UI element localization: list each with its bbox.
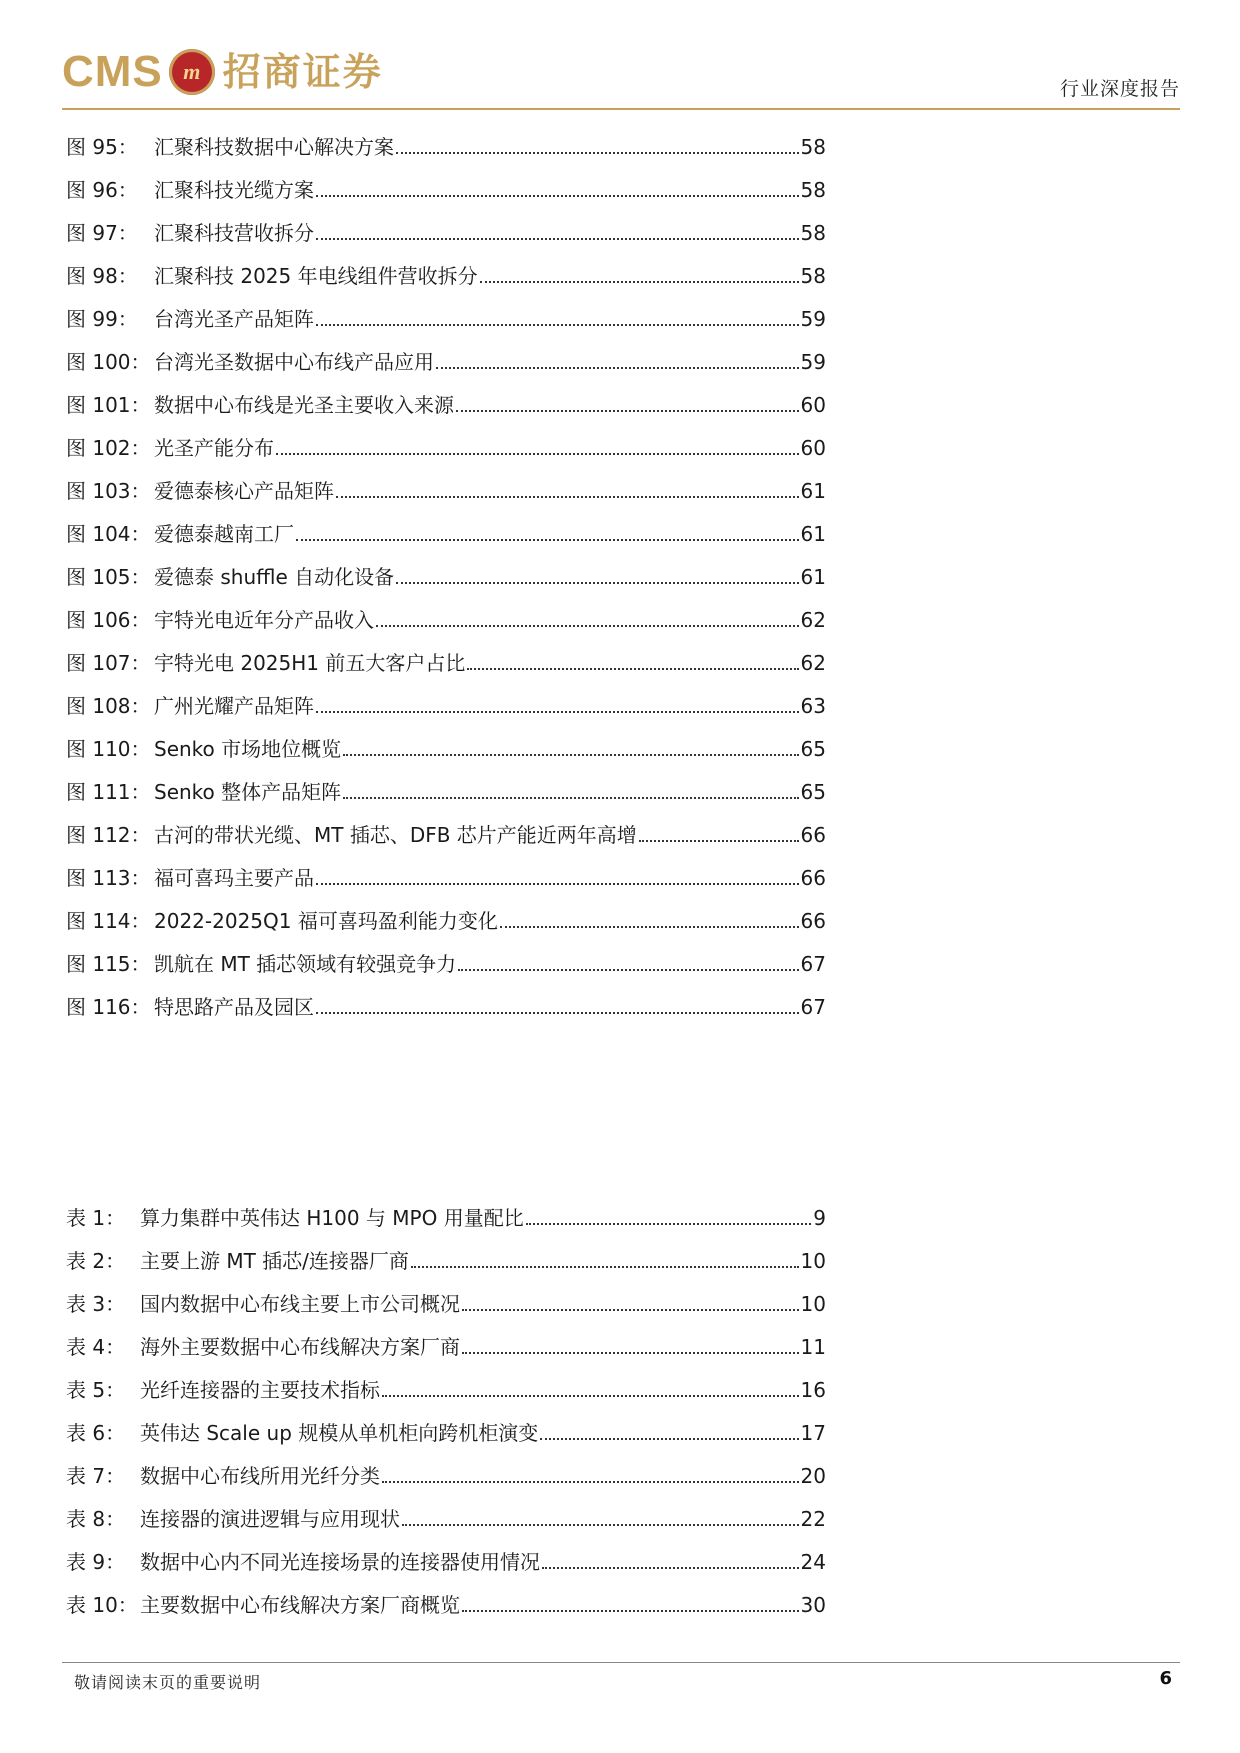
- toc-entry-label: 图 96：: [66, 178, 138, 202]
- toc-dot-leader: [296, 539, 799, 541]
- toc-entry-title: 光圣产能分布: [154, 436, 274, 460]
- toc-dot-leader: [411, 1266, 799, 1268]
- toc-entry-page: 10: [800, 1292, 826, 1316]
- toc-entry-page: 24: [800, 1550, 826, 1574]
- toc-dot-leader: [396, 152, 799, 154]
- toc-entry-label: 表 3：: [66, 1292, 126, 1316]
- toc-entry-label: 图 95：: [66, 135, 138, 159]
- toc-entry[interactable]: [66, 216, 826, 248]
- toc-entry-title: 主要数据中心布线解决方案厂商概览: [140, 1593, 460, 1617]
- toc-entry[interactable]: [66, 302, 826, 334]
- toc-entry-page: 58: [800, 135, 826, 159]
- toc-dot-leader: [500, 926, 799, 928]
- toc-entry[interactable]: [66, 345, 826, 377]
- toc-dot-leader: [396, 582, 798, 584]
- toc-entry-page: 66: [800, 909, 826, 933]
- toc-entry-title: 国内数据中心布线主要上市公司概况: [140, 1292, 460, 1316]
- company-logo: [62, 44, 383, 100]
- toc-entry[interactable]: [66, 732, 826, 764]
- toc-entry-page: 60: [800, 393, 826, 417]
- toc-entry-title: 英伟达 Scale up 规模从单机柜向跨机柜演变: [140, 1421, 539, 1445]
- toc-entry[interactable]: [66, 1588, 826, 1620]
- toc-entry-page: 62: [800, 608, 826, 632]
- toc-entry-page: 17: [800, 1421, 826, 1445]
- toc-entry[interactable]: [66, 947, 826, 979]
- toc-entry-title: 汇聚科技数据中心解决方案: [154, 135, 394, 159]
- logo-emblem-glyph: m: [183, 59, 201, 84]
- toc-entry-page: 60: [800, 436, 826, 460]
- toc-entry-title: 台湾光圣数据中心布线产品应用: [154, 350, 434, 374]
- toc-entry-label: 图 102：: [66, 436, 151, 460]
- toc-entry-title: 台湾光圣产品矩阵: [154, 307, 314, 331]
- toc-entry[interactable]: [66, 431, 826, 463]
- toc-entry-label: 图 106：: [66, 608, 151, 632]
- toc-entry-page: 30: [800, 1593, 826, 1617]
- toc-dot-leader: [382, 1395, 799, 1397]
- toc-entry-label: 图 98：: [66, 264, 138, 288]
- toc-entry-label: 图 100：: [66, 350, 151, 374]
- toc-entry-label: 图 112：: [66, 823, 151, 847]
- toc-dot-leader: [462, 1352, 799, 1354]
- toc-entry-page: 67: [800, 952, 826, 976]
- toc-dot-leader: [480, 281, 799, 283]
- toc-entry-title: Senko 整体产品矩阵: [154, 780, 342, 804]
- toc-entry-page: 61: [800, 479, 826, 503]
- toc-entry[interactable]: [66, 259, 826, 291]
- toc-entry-page: 58: [800, 264, 826, 288]
- toc-entry[interactable]: [66, 560, 826, 592]
- toc-entry-title: 连接器的演进逻辑与应用现状: [140, 1507, 400, 1531]
- toc-entry-page: 9: [813, 1206, 826, 1230]
- toc-entry-page: 59: [800, 307, 826, 331]
- toc-entry-page: 10: [800, 1249, 826, 1273]
- toc-dot-leader: [462, 1610, 799, 1612]
- toc-entry-page: 11: [800, 1335, 826, 1359]
- toc-entry[interactable]: [66, 689, 826, 721]
- toc-entry-label: 图 105：: [66, 565, 151, 589]
- toc-dot-leader: [276, 453, 799, 455]
- toc-entry-title: 数据中心布线所用光纤分类: [140, 1464, 380, 1488]
- toc-entry[interactable]: [66, 388, 826, 420]
- toc-entry-page: 58: [800, 178, 826, 202]
- toc-entry[interactable]: [66, 775, 826, 807]
- toc-entry-page: 65: [800, 737, 826, 761]
- toc-entry-page: 22: [800, 1507, 826, 1531]
- toc-entry-page: 65: [800, 780, 826, 804]
- toc-entry-label: 表 6：: [66, 1421, 126, 1445]
- toc-entry-label: 图 114：: [66, 909, 151, 933]
- toc-entry-title: 特思路产品及园区: [154, 995, 314, 1019]
- toc-entry-label: 表 8：: [66, 1507, 126, 1531]
- toc-entry[interactable]: [66, 1244, 826, 1276]
- toc-entry-label: 表 4：: [66, 1335, 126, 1359]
- toc-dot-leader: [462, 1309, 799, 1311]
- toc-dot-leader: [402, 1524, 799, 1526]
- toc-entry-page: 61: [800, 565, 826, 589]
- toc-entry[interactable]: [66, 1502, 826, 1534]
- toc-entry[interactable]: [66, 173, 826, 205]
- toc-entry[interactable]: [66, 904, 826, 936]
- toc-entry-label: 图 108：: [66, 694, 151, 718]
- toc-dot-leader: [316, 238, 799, 240]
- toc-entry-title: 汇聚科技 2025 年电线组件营收拆分: [154, 264, 478, 288]
- toc-entry-label: 表 1：: [66, 1206, 126, 1230]
- logo-chinese-name: 招商证券: [222, 50, 383, 94]
- toc-entry-title: 汇聚科技营收拆分: [154, 221, 314, 245]
- toc-entry-label: 图 99：: [66, 307, 138, 331]
- toc-entry[interactable]: [66, 603, 826, 635]
- logo-cms-text: CMS: [62, 47, 163, 96]
- toc-entry-title: 数据中心布线是光圣主要收入来源: [154, 393, 454, 417]
- toc-dot-leader: [343, 754, 798, 756]
- toc-entry-page: 61: [800, 522, 826, 546]
- page-number: 6: [1159, 1668, 1172, 1689]
- toc-dot-leader: [639, 840, 799, 842]
- toc-entry-title: 爱德泰越南工厂: [154, 522, 294, 546]
- toc-entry[interactable]: [66, 517, 826, 549]
- toc-dot-leader: [467, 668, 798, 670]
- toc-dot-leader: [436, 367, 799, 369]
- toc-entry[interactable]: [66, 818, 826, 850]
- toc-dot-leader: [316, 324, 799, 326]
- toc-dot-leader: [456, 410, 799, 412]
- footer-divider: [62, 1662, 1180, 1663]
- toc-entry-label: 表 7：: [66, 1464, 126, 1488]
- toc-entry-label: 图 103：: [66, 479, 151, 503]
- toc-entry-page: 59: [800, 350, 826, 374]
- toc-entry[interactable]: [66, 130, 826, 162]
- toc-entry[interactable]: [66, 1330, 826, 1362]
- toc-entry[interactable]: [66, 1287, 826, 1319]
- toc-dot-leader: [542, 1567, 799, 1569]
- toc-entry-label: 图 104：: [66, 522, 151, 546]
- toc-dot-leader: [382, 1481, 799, 1483]
- toc-entry-title: 数据中心内不同光连接场景的连接器使用情况: [140, 1550, 540, 1574]
- toc-entry-title: 光纤连接器的主要技术指标: [140, 1378, 380, 1402]
- toc-entry-page: 16: [800, 1378, 826, 1402]
- footer-disclaimer: 敬请阅读末页的重要说明: [74, 1673, 262, 1692]
- toc-entry-title: 广州光耀产品矩阵: [154, 694, 314, 718]
- toc-entry-title: Senko 市场地位概览: [154, 737, 342, 761]
- toc-entry-page: 58: [800, 221, 826, 245]
- toc-entry-title: 汇聚科技光缆方案: [154, 178, 314, 202]
- toc-entry[interactable]: [66, 861, 826, 893]
- toc-entry-label: 表 5：: [66, 1378, 126, 1402]
- toc-entry-title: 主要上游 MT 插芯/连接器厂商: [140, 1249, 409, 1273]
- toc-entry[interactable]: [66, 1416, 826, 1448]
- toc-entry-label: 表 10：: [66, 1593, 138, 1617]
- toc-entry-label: 图 116：: [66, 995, 151, 1019]
- toc-entry-label: 图 113：: [66, 866, 151, 890]
- toc-entry[interactable]: [66, 1373, 826, 1405]
- toc-entry-page: 20: [800, 1464, 826, 1488]
- page-header: [62, 44, 1180, 112]
- toc-entry-title: 算力集群中英伟达 H100 与 MPO 用量配比: [140, 1206, 524, 1230]
- toc-entry-label: 图 101：: [66, 393, 151, 417]
- toc-entry-label: 图 115：: [66, 952, 151, 976]
- toc-dot-leader: [316, 1012, 799, 1014]
- toc-entry-page: 63: [800, 694, 826, 718]
- toc-entry[interactable]: [66, 1459, 826, 1491]
- toc-entry-title: 宇特光电近年分产品收入: [154, 608, 374, 632]
- toc-entry-label: 图 107：: [66, 651, 151, 675]
- toc-entry[interactable]: [66, 646, 826, 678]
- header-divider: [62, 108, 1180, 110]
- toc-dot-leader: [316, 883, 799, 885]
- report-type: 行业深度报告: [1059, 78, 1180, 100]
- toc-entry[interactable]: [66, 1545, 826, 1577]
- toc-entry[interactable]: [66, 990, 826, 1022]
- toc-dot-leader: [540, 1438, 798, 1440]
- toc-dot-leader: [526, 1223, 812, 1225]
- toc-entry-page: 62: [800, 651, 826, 675]
- toc-entry-page: 67: [800, 995, 826, 1019]
- toc-entry-label: 表 2：: [66, 1249, 126, 1273]
- toc-entry-title: 海外主要数据中心布线解决方案厂商: [140, 1335, 460, 1359]
- toc-dot-leader: [336, 496, 799, 498]
- toc-entry-label: 图 111：: [66, 780, 151, 804]
- toc-dot-leader: [343, 797, 798, 799]
- toc-entry-label: 图 110：: [66, 737, 151, 761]
- toc-entry-title: 凯航在 MT 插芯领域有较强竞争力: [154, 952, 457, 976]
- toc-entry[interactable]: [66, 474, 826, 506]
- toc-entry-title: 宇特光电 2025H1 前五大客户占比: [154, 651, 466, 675]
- toc-entry-title: 爱德泰 shuffle 自动化设备: [154, 565, 395, 589]
- toc-entry-title: 2022-2025Q1 福可喜玛盈利能力变化: [154, 909, 498, 933]
- toc-entry-page: 66: [800, 866, 826, 890]
- toc-entry[interactable]: [66, 1201, 826, 1233]
- toc-entry-page: 66: [800, 823, 826, 847]
- toc-dot-leader: [376, 625, 799, 627]
- toc-entry-title: 福可喜玛主要产品: [154, 866, 314, 890]
- toc-entry-title: 爱德泰核心产品矩阵: [154, 479, 334, 503]
- toc-entry-label: 图 97：: [66, 221, 138, 245]
- toc-dot-leader: [316, 195, 799, 197]
- toc-dot-leader: [316, 711, 799, 713]
- logo-emblem-icon: [169, 49, 215, 95]
- toc-entry-title: 古河的带状光缆、MT 插芯、DFB 芯片产能近两年高增: [154, 823, 637, 847]
- toc-dot-leader: [458, 969, 798, 971]
- toc-entry-label: 表 9：: [66, 1550, 126, 1574]
